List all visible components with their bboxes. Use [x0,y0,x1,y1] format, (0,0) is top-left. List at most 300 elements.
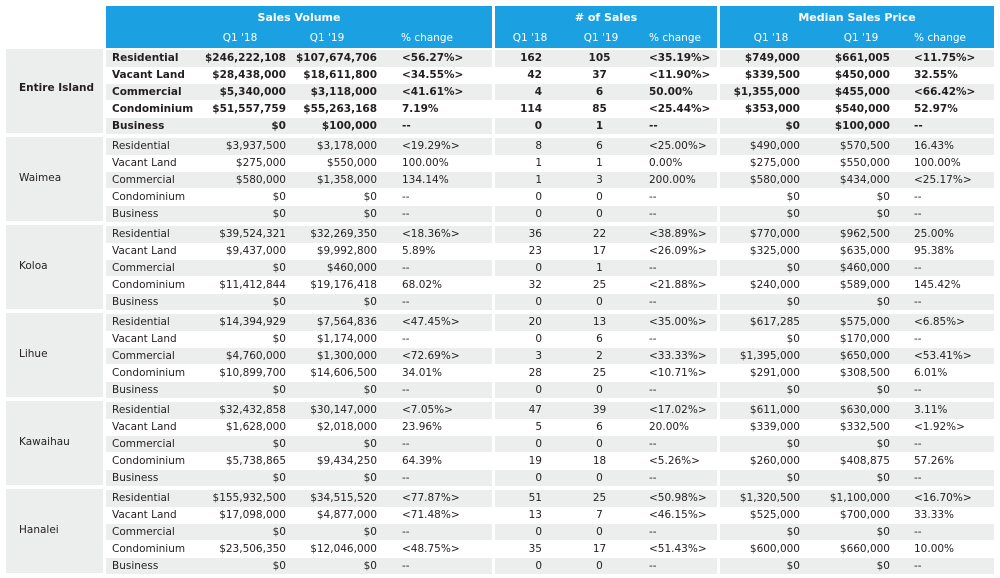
sales-volume-pct: 100.00% [402,156,449,169]
num-sales-q119: 17 [592,542,607,555]
median-price-q119: $0 [876,525,890,538]
sales-volume-q118: $4,760,000 [225,349,286,362]
num-sales-q118: 51 [528,492,542,504]
num-sales-pct: <35.00%> [649,316,707,328]
median-price-pct: <25.17%> [914,173,972,186]
type-cell: Vacant Land [112,156,177,169]
median-price-q119: $962,500 [839,228,890,240]
num-sales-q118: 114 [520,102,542,115]
sales-volume-q119: $0 [363,471,377,484]
median-price-pct: <53.41%> [914,349,972,362]
sales-volume-q119: $1,174,000 [316,332,377,345]
num-sales-q119: 22 [592,228,607,240]
num-sales-q119: 0 [596,525,603,538]
sales-volume-q119: $9,992,800 [316,244,377,257]
median-price-pct: -- [914,190,922,203]
sales-volume-q118: $155,932,500 [212,492,286,504]
median-price-q119: $460,000 [839,261,890,274]
median-price-q119: $570,500 [839,140,890,152]
num-sales-q118: 3 [535,349,542,362]
type-cell: Condominium [112,454,186,467]
sales-volume-pct: -- [402,207,410,220]
sales-volume-q118: $246,222,108 [204,52,286,64]
type-cell: Condominium [112,366,186,379]
type-cell: Business [112,295,159,308]
sales-volume-pct: <77.87%> [402,492,460,504]
sales-volume-pct: 134.14% [402,173,449,186]
median-price-pct: 145.42% [914,278,961,291]
num-sales-q118: 47 [528,404,542,416]
area-name: Lihue [19,348,48,360]
median-price-q119: $661,005 [834,52,890,64]
median-price-q119: $0 [876,295,890,308]
median-price-pct: 33.33% [914,508,955,521]
num-sales-pct: <38.89%> [649,228,707,240]
median-price-q119: $408,875 [839,454,890,467]
median-price-q118: $525,000 [749,508,800,521]
type-cell: Condominium [112,102,194,115]
num-sales-q118: 0 [535,559,542,572]
sales-volume-q119: $3,178,000 [316,140,377,152]
num-sales-pct: -- [649,437,657,450]
sales-volume-pct: -- [402,261,410,274]
median-price-q118: $325,000 [749,244,800,257]
num-sales-q118: 162 [520,52,542,64]
median-price-q118: $1,320,500 [739,492,800,504]
type-cell: Commercial [112,437,175,450]
median-price-q118: $1,355,000 [733,85,800,98]
median-price-q118: $600,000 [749,542,800,555]
num-sales-q118: 4 [534,85,542,98]
sales-volume-pct: <41.61%> [402,85,464,98]
median-price-q119: $0 [876,559,890,572]
sales-volume-q119: $0 [363,525,377,538]
sales-volume-q119: $30,147,000 [310,404,377,416]
sales-volume-pct: -- [402,471,410,484]
median-price-q118: $0 [786,471,800,484]
num-sales-q118: 20 [528,316,542,328]
area-cell [6,49,103,133]
num-sales-q118: 8 [535,140,542,152]
subhead-q118: Q1 '18 [753,32,789,44]
median-price-q119: $0 [876,471,890,484]
sales-volume-q118: $14,394,929 [219,316,286,328]
sales-volume-pct: <72.69%> [402,349,460,362]
median-price-q119: $0 [876,207,890,220]
num-sales-q118: 0 [535,437,542,450]
median-price-pct: 3.11% [914,404,948,416]
num-sales-pct: <21.88%> [649,278,707,291]
median-price-pct: -- [914,119,923,132]
median-price-pct: 32.55% [914,68,958,81]
sales-volume-q119: $0 [363,437,377,450]
num-sales-q119: 0 [596,383,603,396]
sales-volume-q118: $3,937,500 [225,140,286,152]
num-sales-q119: 1 [595,119,604,132]
median-price-pct: 100.00% [914,156,961,169]
median-price-q118: $0 [786,190,800,203]
type-cell: Condominium [112,542,186,555]
num-sales-pct: -- [649,383,657,396]
median-price-pct: -- [914,437,922,450]
sales-volume-q118: $0 [272,190,286,203]
subhead-q119: Q1 '19 [843,32,879,44]
sales-volume-q119: $12,046,000 [310,542,377,555]
median-price-pct: -- [914,525,922,538]
median-price-q119: $700,000 [839,508,890,521]
median-price-pct: <1.92%> [914,420,965,433]
median-price-q119: $635,000 [839,244,890,257]
type-cell: Vacant Land [112,508,177,521]
median-price-pct: -- [914,471,922,484]
num-sales-pct: <33.33%> [649,349,707,362]
median-price-q118: $275,000 [749,156,800,169]
median-price-q118: $291,000 [749,366,800,379]
sales-volume-q118: $0 [272,525,286,538]
sales-volume-q119: $0 [363,207,377,220]
num-sales-q118: 0 [535,190,542,203]
num-sales-pct: <5.26%> [649,454,700,467]
type-cell: Vacant Land [112,244,177,257]
type-cell: Vacant Land [112,420,177,433]
sales-volume-q118: $39,524,321 [219,228,286,240]
median-price-q118: $353,000 [744,102,800,115]
sales-volume-q119: $55,263,168 [303,102,377,115]
type-cell: Business [112,119,165,132]
median-price-pct: -- [914,295,922,308]
sales-volume-pct: -- [402,295,410,308]
median-price-q118: $0 [785,119,800,132]
num-sales-q119: 85 [592,102,607,115]
area-cell [6,489,103,573]
median-price-pct: <16.70%> [914,492,972,504]
num-sales-q119: 18 [592,454,607,467]
num-sales-pct: <25.00%> [649,140,707,152]
median-price-q119: $170,000 [839,332,890,345]
sales-volume-q119: $460,000 [326,261,377,274]
num-sales-q119: 1 [596,156,603,169]
type-cell: Vacant Land [112,68,185,81]
sales-volume-pct: -- [402,119,411,132]
median-price-q118: $0 [786,332,800,345]
median-price-pct: 25.00% [914,228,955,240]
median-price-q118: $0 [786,261,800,274]
num-sales-pct: <25.44%> [649,102,711,115]
num-sales-q118: 5 [535,420,542,433]
median-price-q118: $0 [786,525,800,538]
num-sales-pct: -- [649,525,657,538]
sales-volume-pct: -- [402,383,410,396]
num-sales-q119: 6 [596,140,603,152]
median-price-q118: $770,000 [749,228,800,240]
sales-volume-q118: $580,000 [235,173,286,186]
type-cell: Commercial [112,525,175,538]
median-price-q119: $450,000 [834,68,890,81]
median-price-pct: <11.75%> [914,52,976,64]
area-name: Hanalei [19,524,59,536]
median-price-q118: $749,000 [744,52,800,64]
median-price-pct: -- [914,332,922,345]
sales-volume-q119: $1,358,000 [316,173,377,186]
subhead-pct: % change [649,32,701,44]
group-title: # of Sales [574,11,638,24]
num-sales-q118: 0 [535,525,542,538]
median-price-pct: 95.38% [914,244,955,257]
num-sales-q118: 36 [528,228,542,240]
subhead-pct: % change [401,32,453,44]
subhead-q118: Q1 '18 [512,32,548,44]
num-sales-q118: 0 [535,295,542,308]
median-price-q119: $550,000 [839,156,890,169]
sales-volume-q119: $9,434,250 [316,454,377,467]
num-sales-pct: <11.90%> [649,68,711,81]
sales-volume-pct: 5.89% [402,244,436,257]
type-cell: Residential [112,228,170,240]
num-sales-pct: -- [649,332,657,345]
sales-volume-q118: $1,628,000 [225,420,286,433]
num-sales-q119: 6 [596,332,603,345]
sales-volume-pct: -- [402,559,410,572]
type-cell: Vacant Land [112,332,177,345]
median-price-pct: -- [914,383,922,396]
num-sales-pct: -- [649,295,657,308]
median-price-q118: $0 [786,559,800,572]
median-price-q119: $589,000 [839,278,890,291]
num-sales-q118: 0 [534,119,542,132]
sales-volume-q118: $9,437,000 [225,244,286,257]
sales-volume-q118: $11,412,844 [219,278,286,291]
sales-volume-pct: -- [402,190,410,203]
median-price-q119: $0 [876,383,890,396]
num-sales-q119: 25 [592,278,607,291]
num-sales-q119: 0 [596,559,603,572]
type-cell: Residential [112,52,179,64]
num-sales-q118: 0 [535,332,542,345]
median-price-q118: $339,000 [749,420,800,433]
num-sales-q119: 39 [592,404,607,416]
sales-volume-q118: $5,738,865 [225,454,286,467]
num-sales-pct: -- [649,190,657,203]
median-price-q119: $332,500 [839,420,890,433]
num-sales-q118: 0 [535,261,542,274]
num-sales-pct: 0.00% [649,156,683,169]
median-price-q118: $617,285 [749,316,800,328]
num-sales-q119: 6 [596,420,603,433]
num-sales-q119: 25 [592,366,607,379]
num-sales-pct: <26.09%> [649,244,707,257]
type-cell: Commercial [112,349,175,362]
type-cell: Condominium [112,190,186,203]
type-cell: Commercial [112,261,175,274]
sales-volume-q118: $17,098,000 [219,508,286,521]
sales-volume-q118: $5,340,000 [219,85,286,98]
num-sales-pct: <35.19%> [649,52,711,64]
num-sales-q119: 0 [596,295,603,308]
median-price-q118: $1,395,000 [739,349,800,362]
sales-volume-pct: 68.02% [402,278,443,291]
sales-volume-q119: $2,018,000 [316,420,377,433]
area-name: Koloa [19,260,48,272]
median-price-q119: $575,000 [839,316,890,328]
sales-volume-q118: $0 [271,119,286,132]
num-sales-q119: 0 [596,437,603,450]
num-sales-pct: -- [649,471,657,484]
num-sales-q118: 35 [528,542,542,555]
type-cell: Residential [112,492,170,504]
header-median-price [720,6,994,48]
sales-volume-pct: <71.48%> [402,508,460,521]
area-cell [6,137,103,221]
area-cell [6,225,103,309]
median-price-pct: -- [914,559,922,572]
median-price-q118: $611,000 [749,404,800,416]
type-cell: Residential [112,140,170,152]
num-sales-q118: 0 [535,207,542,220]
sales-volume-q119: $0 [363,190,377,203]
area-name: Waimea [19,172,62,184]
num-sales-q118: 42 [527,68,542,81]
median-price-q118: $580,000 [749,173,800,186]
median-price-q119: $308,500 [839,366,890,379]
sales-volume-q118: $32,432,858 [219,404,286,416]
num-sales-q119: 0 [596,207,603,220]
sales-volume-pct: -- [402,525,410,538]
num-sales-q118: 19 [528,454,542,467]
median-price-pct: <66.42%> [914,85,976,98]
num-sales-q118: 0 [535,471,542,484]
num-sales-q119: 105 [588,52,611,64]
median-price-q118: $0 [786,383,800,396]
sales-volume-pct: 64.39% [402,454,443,467]
median-price-pct: 52.97% [914,102,958,115]
sales-volume-pct: <18.36%> [402,228,460,240]
sales-volume-pct: -- [402,332,410,345]
num-sales-q118: 0 [535,383,542,396]
median-price-q119: $650,000 [839,349,890,362]
sales-volume-q118: $0 [272,383,286,396]
sales-volume-q118: $51,557,759 [212,102,286,115]
median-price-q118: $339,500 [744,68,800,81]
num-sales-q118: 1 [535,173,542,186]
median-price-q119: $540,000 [834,102,890,115]
num-sales-pct: 50.00% [649,85,693,98]
num-sales-q119: 3 [596,173,603,186]
sales-volume-q118: $0 [272,437,286,450]
sales-volume-q118: $0 [272,261,286,274]
type-cell: Business [112,559,159,572]
num-sales-pct: -- [649,207,657,220]
median-price-q119: $1,100,000 [829,492,890,504]
median-price-q119: $630,000 [839,404,890,416]
sales-volume-q119: $0 [363,559,377,572]
sales-volume-q118: $0 [272,295,286,308]
num-sales-pct: -- [649,559,657,572]
subhead-q119: Q1 '19 [583,32,619,44]
type-cell: Residential [112,404,170,416]
num-sales-q119: 37 [592,68,607,81]
num-sales-pct: 20.00% [649,420,690,433]
sales-volume-q119: $19,176,418 [310,278,377,291]
sales-volume-q119: $7,564,836 [316,316,377,328]
sales-volume-q119: $3,118,000 [310,85,377,98]
num-sales-q118: 28 [528,366,542,379]
num-sales-pct: 200.00% [649,173,696,186]
median-price-q118: $0 [786,207,800,220]
type-cell: Commercial [112,85,182,98]
num-sales-pct: <10.71%> [649,366,707,379]
header-sales-volume [106,6,492,48]
sales-volume-q118: $23,506,350 [219,542,286,555]
sales-volume-pct: -- [402,437,410,450]
median-price-pct: -- [914,261,922,274]
median-price-pct: 10.00% [914,542,955,555]
sales-volume-q119: $0 [363,383,377,396]
median-price-q119: $0 [876,437,890,450]
num-sales-q119: 6 [595,85,604,98]
num-sales-q119: 17 [592,244,607,257]
type-cell: Residential [112,316,170,328]
num-sales-q119: 13 [592,316,607,328]
median-price-pct: 16.43% [914,140,955,152]
num-sales-pct: <17.02%> [649,404,707,416]
median-price-q119: $434,000 [839,173,890,186]
sales-volume-q119: $34,515,520 [310,492,377,504]
sales-volume-q119: $1,300,000 [316,349,377,362]
area-cell [6,313,103,397]
median-price-q118: $0 [786,295,800,308]
sales-volume-q119: $550,000 [326,156,377,169]
median-price-pct: 6.01% [914,366,948,379]
sales-volume-pct: <47.45%> [402,316,460,328]
num-sales-q118: 32 [528,278,542,291]
subhead-q118: Q1 '18 [222,32,258,44]
type-cell: Business [112,471,159,484]
median-price-q119: $0 [876,190,890,203]
sales-volume-pct: <7.05%> [402,404,453,416]
median-price-q118: $0 [786,437,800,450]
sales-volume-q119: $4,877,000 [316,508,377,521]
median-price-pct: <6.85%> [914,316,965,328]
sales-volume-q119: $0 [363,295,377,308]
area-name: Kawaihau [19,436,70,448]
median-price-q119: $455,000 [834,85,890,98]
median-price-q119: $100,000 [834,119,890,132]
sales-volume-pct: <56.27%> [402,52,464,64]
num-sales-q119: 2 [596,349,603,362]
sales-volume-q118: $275,000 [235,156,286,169]
group-title: Sales Volume [257,11,341,24]
subhead-pct: % change [914,32,966,44]
num-sales-q118: 13 [528,508,542,521]
sales-volume-q118: $28,438,000 [212,68,286,81]
sales-volume-q118: $10,899,700 [219,366,286,379]
num-sales-q119: 7 [596,508,603,521]
median-price-q119: $660,000 [839,542,890,555]
area-cell [6,401,103,485]
sales-volume-q118: $0 [272,471,286,484]
sales-volume-pct: <34.55%> [402,68,464,81]
num-sales-q119: 0 [596,471,603,484]
sales-volume-q118: $0 [272,332,286,345]
group-title: Median Sales Price [798,11,916,24]
num-sales-pct: <50.98%> [649,492,707,504]
median-price-pct: -- [914,207,922,220]
num-sales-q118: 1 [535,156,542,169]
sales-volume-q118: $0 [272,559,286,572]
type-cell: Condominium [112,278,186,291]
sales-volume-pct: 23.96% [402,420,443,433]
num-sales-q118: 23 [528,244,542,257]
